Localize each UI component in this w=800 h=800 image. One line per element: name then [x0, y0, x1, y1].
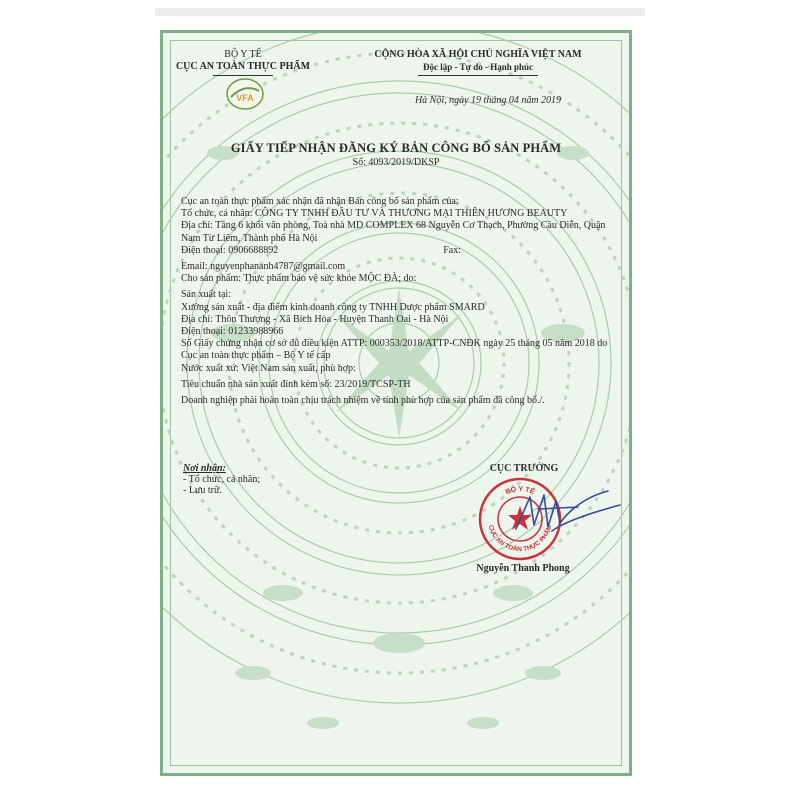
manufacturer-phone-line: Điện thoại: 01233988966 — [181, 326, 284, 338]
contact-line — [181, 245, 621, 257]
ministry-name: BỘ Y TẾ — [224, 49, 262, 60]
receiver-item: - Lưu trữ. — [183, 485, 222, 496]
issuing-authority — [173, 49, 313, 76]
seal-bottom-text: CỤC AN TOÀN THỰC PHẨM — [486, 524, 554, 554]
issue-date: Hà Nội, ngày 19 tháng 04 năm 2019 — [414, 95, 562, 106]
phone-text: Điện thoại: 0906688892 — [181, 244, 279, 256]
national-header — [333, 49, 623, 76]
email-line: Email: nguyenphananh4787@gmail.com — [181, 261, 346, 273]
motto-underline — [418, 75, 538, 76]
agency-underline — [213, 75, 273, 76]
document-number: Số: 4093/2019/DKSP — [352, 157, 440, 168]
top-edge-strip — [155, 8, 645, 16]
certificate-sheet — [160, 30, 632, 776]
address-line: Địa chỉ: Tầng 6 khối văn phòng, Toà nhà MD COMPLEX 68 Nguyễn Cơ Thạch, Phường Cầu Diễn, Quận Nam Từ Liêm, Thành phố Hà Nội — [181, 220, 606, 244]
product-line: Cho sản phẩm: Thực phẩm bảo vệ sức khỏe MỘC ĐÀ; do: — [181, 273, 417, 285]
receiver-item: - Tổ chức, cá nhân; — [183, 474, 261, 485]
intro-line: Cục an toàn thực phẩm xác nhận đã nhận Bản công bố sản phẩm của: — [181, 196, 459, 207]
national-motto: Độc lập - Tự do - Hạnh phúc — [422, 62, 533, 72]
document-title: GIẤY TIẾP NHẬN ĐĂNG KÝ BẢN CÔNG BỐ SẢN PHẨM — [230, 141, 562, 155]
manufacturer-address-line: Địa chỉ: Thôn Thượng - Xã Bích Hòa - Huyện Thanh Oai - Hà Nội — [181, 313, 449, 325]
receivers-block — [183, 463, 260, 496]
certificate-body — [181, 196, 621, 407]
certificate-line: Số Giấy chứng nhận cơ sở đủ điều kiện ATTP: 000353/2018/ATTP-CNĐK ngày 25 tháng 05 năm 2018 do Cục an toàn thực phẩm – Bộ Y tế cấp — [181, 338, 608, 362]
agency-name: CỤC AN TOÀN THỰC PHẨM — [175, 61, 311, 72]
certificate-content — [163, 33, 629, 773]
signer-name: Nguyễn Thanh Phong — [476, 563, 570, 574]
nation-name: CỘNG HÒA XÃ HỘI CHỦ NGHĨA VIỆT NAM — [374, 49, 582, 60]
vfa-logo-icon — [225, 77, 265, 111]
standard-line: Tiêu chuẩn nhà sản xuất đính kèm số: 23/2019/TCSP-TH — [181, 378, 411, 390]
manufacturer-line: Xưởng sản xuất - địa điểm kinh doanh công ty TNHH Dược phẩm SMARD — [181, 301, 485, 313]
fax-text: Fax: — [443, 244, 461, 256]
manufacturer-heading: Sản xuất tại: — [181, 289, 231, 301]
receivers-heading: Nơi nhận: — [183, 463, 226, 474]
director-title: CỤC TRƯỞNG — [489, 463, 559, 474]
handwritten-signature — [508, 479, 628, 549]
origin-line: Nước xuất xứ: Việt Nam sản xuất, phù hợp: — [181, 362, 356, 374]
logo-text: VFA — [236, 93, 254, 103]
seal-top-text: BỘ Y TẾ — [504, 485, 536, 497]
organization-line: Tổ chức, cá nhân: CÔNG TY TNHH ĐẦU TƯ VÀ THƯƠNG MẠI THIÊN HƯƠNG BEAUTY — [181, 208, 568, 220]
responsibility-line: Doanh nghiệp phải hoàn toàn chịu trách nhiệm về tính phù hợp của sản phẩm đã công bố./. — [181, 395, 545, 407]
